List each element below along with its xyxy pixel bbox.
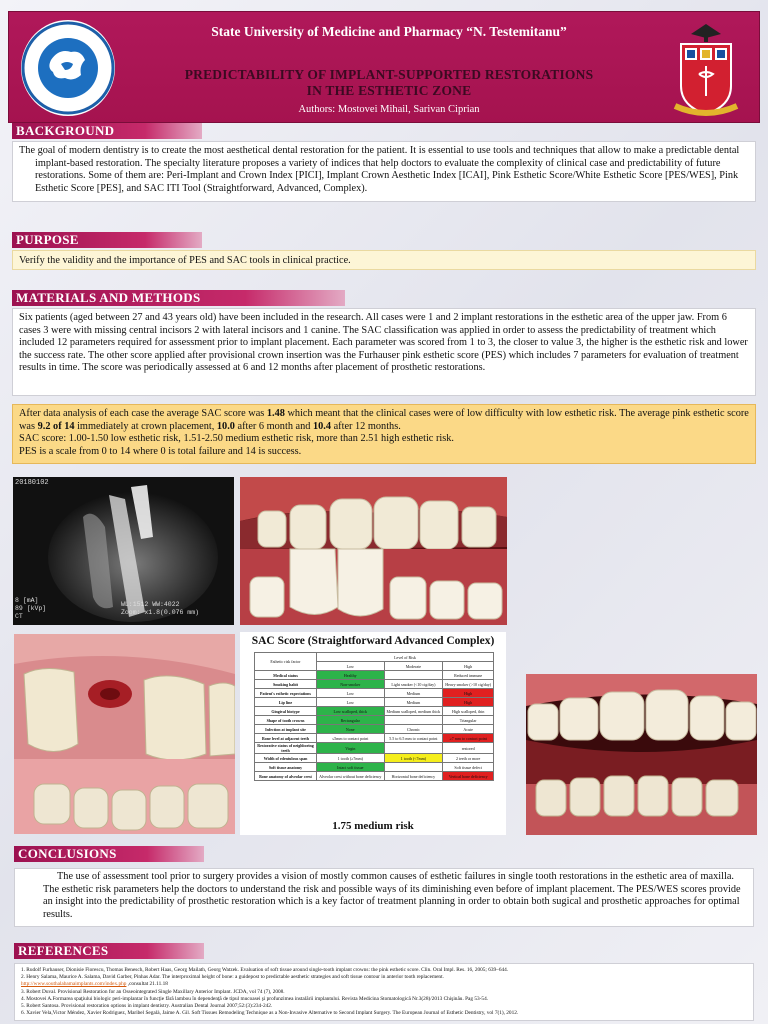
sac-col-low: Low bbox=[317, 662, 385, 671]
sac-mod-cell: Horizontal bone deficiency bbox=[384, 772, 443, 781]
missing-tooth-photo bbox=[14, 634, 235, 834]
sac-table-row bbox=[255, 725, 494, 734]
references-heading: REFERENCES bbox=[14, 943, 204, 959]
sac-mod-cell bbox=[384, 671, 443, 680]
conclusions-text: The use of assessment tool prior to surgery provides a vision of mostly common causes of esthetic failures in single tooth restorations in the esthetic area of maxilla. The esthetic risk parameters help the doctors to understand the risk and possible ways of its diminishing even before of implant placement. The PES/WES scores provide an insight into the predictability of prosthetic restoration which is a key factor of treatment planning in order to obtain both sugical and prosthetic approaches for optimal results. bbox=[14, 868, 754, 927]
sac-high-cell: Reduced immune bbox=[443, 671, 494, 680]
sac-high-cell: 2 teeth or more bbox=[443, 754, 494, 763]
reference-link-line: http://www.southalabamaimplants.com/index.php ,consultat 21.11.18 bbox=[21, 981, 168, 988]
reference-item: 6. Xavier Vela,Victor Méndez, Xavier Rodriguez, Maribel Segalà, Jaime A. Gil. Soft Tissues Remodeling Technique as a Non-Invasive Alternative to Second Implant Surgery. The European Journal of Esthetic Dentistry, vol 7(1), 2012. bbox=[21, 1010, 519, 1017]
sac-table-row bbox=[255, 734, 494, 743]
authors: Authors: Mostovei Mihail, Sarivan Ciprian bbox=[298, 104, 480, 115]
reference-item: 1. Rudolf Furhauser, Dionisie Florescu, Thomas Benesch, Robert Haas, Georg Mailath, Georg Watzek. Evaluation of soft tissue around single-tooth implant crowns: the pink esthetic score. Clin. Oral Impl. Res. 16, 2005; 639–644. bbox=[21, 967, 509, 973]
sac-mod-cell bbox=[384, 763, 443, 772]
sac-table-row bbox=[255, 743, 494, 754]
sac-low-cell: ≤5mm to contact point bbox=[317, 734, 385, 743]
avg-pes-12m: 10.4 bbox=[312, 420, 332, 432]
sac-mod-cell: Medium scalloped, medium thick bbox=[384, 707, 443, 716]
methods-text: Six patients (aged between 27 and 43 years old) have been included in the research. All cases were 1 and 2 implant restorations in the esthetic area of the upper jaw. From 6 cases 3 were with missing central incisors 2 with lateral incisors and 1 canine. The SAC classification was applied in order to assess the predictability of treatment which included 12 parameters required for assessment prior to implant placement. Each parameter was scored from 1 to 3, the closer to value 3, the higher is the esthetic risk and lower the success rate. The other score applied after provisional crown insertion was the Furhauser pink esthetic score (PES) which includes 7 parameters for evaluation of treatment results in time. The score was periodically assessed at 6 and 12 months after placement of prosthetic restorations. bbox=[12, 308, 756, 396]
sac-table-row bbox=[255, 698, 494, 707]
sac-table-row bbox=[255, 680, 494, 689]
background-text: The goal of modern dentistry is to create the most aesthetical dental restoration for the patient. It is essential to use tools and techniques that allow to make a predictable dental implant-based restoration. The specialty literature proposes a variety of indices that help doctors to evaluate the complexity of clinical case and predictability of future restorations. Some of them are: Peri-Implant and Crown Index [PICI], Implant Crown Aesthetic Index [ICAI], Pink Esthetic Score/White Esthetic Score [PES/WES], Pink Esthetic Score [PES], and SAC ITI Tool (Straightforward, Advanced, Complex). bbox=[12, 141, 756, 202]
epa-logo bbox=[21, 20, 115, 116]
purpose-heading: PURPOSE bbox=[12, 232, 202, 248]
conclusions-heading: CONCLUSIONS bbox=[14, 846, 204, 862]
sac-high-cell: Heavy smoker (>10 cig/day) bbox=[443, 680, 494, 689]
sac-table bbox=[254, 652, 494, 781]
sac-factor-cell: Shape of tooth crowns bbox=[255, 716, 317, 725]
reference-item: 4. Mostovei A.Formarea spaţiului biologic peri-implantar în funcţie fără lambou în dependenţă de tipul mucoasei şi profunzimea instalării implantului. Revista Medicina Stomatologică Nr.3(28)/2013 Chişinău. Pag 53-54. bbox=[21, 995, 489, 1002]
sac-factor-cell: Gingival biotype bbox=[255, 707, 317, 716]
sac-factor-cell: Soft tissue anatomy bbox=[255, 763, 317, 772]
sac-col-factor: Esthetic risk factor bbox=[255, 653, 317, 671]
sac-low-cell: Virgin bbox=[317, 743, 385, 754]
sac-high-cell: Triangular bbox=[443, 716, 494, 725]
xray-params: 8 [mA] 89 [kVp] CT bbox=[15, 597, 47, 620]
sac-high-cell: Acute bbox=[443, 725, 494, 734]
sac-low-cell: Low bbox=[317, 689, 385, 698]
sac-high-cell: High scalloped, thin bbox=[443, 707, 494, 716]
sac-high-cell: Vertical bone deficiency bbox=[443, 772, 494, 781]
sac-high-cell: ≥7 mm to contact point bbox=[443, 734, 494, 743]
final-restoration-photo bbox=[526, 674, 757, 835]
sac-mod-cell: 1 tooth (<7mm) bbox=[384, 754, 443, 763]
sac-mod-cell bbox=[384, 743, 443, 754]
sac-table-row bbox=[255, 772, 494, 781]
sac-col-moderate: Moderate bbox=[384, 662, 443, 671]
sac-table-row bbox=[255, 689, 494, 698]
reference-item: 3. Robert Duval. Provisional Restoration for an Osseointegrated Single Maxillary Anterior Implant. JCDA, vol 74 (7), 2008. bbox=[21, 988, 285, 995]
sac-factor-cell: Restorative status of neighboring teeth bbox=[255, 743, 317, 754]
provisional-crowns-photo bbox=[240, 477, 507, 625]
sac-low-cell: None bbox=[317, 725, 385, 734]
reference-item: 5. Robert Santosa. Provisional restoration options in implant dentistry. Australian Dental Journal 2007;52:(3):234-242. bbox=[21, 1003, 273, 1010]
sac-low-cell: 1 tooth (≥7mm) bbox=[317, 754, 385, 763]
sac-table-row bbox=[255, 763, 494, 772]
university-crest bbox=[671, 16, 741, 120]
sac-factor-cell: Width of edentulous span bbox=[255, 754, 317, 763]
sac-factor-cell: Bone anatomy of alveolar crest bbox=[255, 772, 317, 781]
sac-low-cell: Non-smoker bbox=[317, 680, 385, 689]
results-paragraph-2: SAC score: 1.00-1.50 low esthetic risk, 1.51-2.50 medium esthetic risk, more than 2.51 high esthetic risk. bbox=[19, 433, 454, 445]
sac-mod-cell: Chronic bbox=[384, 725, 443, 734]
avg-pes-initial: 9.2 of 14 bbox=[37, 420, 75, 432]
avg-pes-6m: 10.0 bbox=[216, 420, 235, 432]
title-line-1: PREDICTABILITY OF IMPLANT-SUPPORTED RESTORATIONS bbox=[184, 67, 594, 82]
reference-item: 2. Henry Salama, Maurice A. Salama, David Garber, Pinhas Adar. The interproximal height of bone: a guidepost to predictable aesthetic strategies and soft tissue contour in anterior tooth replacement. bbox=[21, 974, 444, 981]
purpose-text: Verify the validity and the importance of PES and SAC tools in clinical practice. bbox=[12, 250, 756, 270]
sac-table-row bbox=[255, 754, 494, 763]
reference-link[interactable]: http://www.southalabamaimplants.com/index.php bbox=[21, 981, 127, 988]
sac-low-cell: Healthy bbox=[317, 671, 385, 680]
sac-low-cell: Rectangular bbox=[317, 716, 385, 725]
university-name: State University of Medicine and Pharmacy “N. Testemitanu” bbox=[211, 24, 567, 39]
sac-score-table-panel bbox=[240, 632, 506, 835]
sac-low-cell: Low bbox=[317, 698, 385, 707]
methods-heading: MATERIALS AND METHODS bbox=[12, 290, 345, 306]
sac-high-cell: restored bbox=[443, 743, 494, 754]
sac-high-cell: High bbox=[443, 689, 494, 698]
avg-sac-score: 1.48 bbox=[266, 408, 285, 419]
sac-low-cell: Low scalloped, thick bbox=[317, 707, 385, 716]
sac-result: 1.75 medium risk bbox=[332, 820, 414, 832]
results-paragraph-1: After data analysis of each case the average SAC score was 1.48 which meant that the clinical cases were of low difficulty with low esthetic risk. The average pink esthetic score was 9.2 of 14 immediately at crown placement, 10.0 after 6 month and 10.4 after 12 months. bbox=[19, 408, 749, 432]
references-list bbox=[14, 963, 754, 1021]
sac-mod-cell: 5.5 to 6.5 mm to contact point bbox=[384, 734, 443, 743]
sac-col-high: High bbox=[443, 662, 494, 671]
results-box bbox=[12, 404, 756, 464]
sac-mod-cell: Medium bbox=[384, 689, 443, 698]
sac-mod-cell: Light smoker (<10 cig/day) bbox=[384, 680, 443, 689]
xray-image bbox=[13, 477, 234, 625]
sac-col-level: Level of Risk bbox=[317, 653, 494, 662]
sac-factor-cell: Infection at implant site bbox=[255, 725, 317, 734]
poster-title bbox=[129, 67, 649, 99]
sac-mod-cell bbox=[384, 716, 443, 725]
xray-date: 20180102 bbox=[15, 479, 49, 487]
sac-low-cell: Intact soft tissue bbox=[317, 763, 385, 772]
sac-title: SAC Score (Straightforward Advanced Complex) bbox=[251, 635, 495, 647]
sac-high-cell: Soft tissue defect bbox=[443, 763, 494, 772]
sac-factor-cell: Patient's esthetic expectations bbox=[255, 689, 317, 698]
sac-factor-cell: Medical status bbox=[255, 671, 317, 680]
sac-mod-cell: Medium bbox=[384, 698, 443, 707]
sac-table-row bbox=[255, 716, 494, 725]
background-heading: BACKGROUND bbox=[12, 123, 202, 139]
sac-factor-cell: Bone level at adjacent teeth bbox=[255, 734, 317, 743]
sac-high-cell: High bbox=[443, 698, 494, 707]
poster-header bbox=[8, 11, 760, 123]
sac-low-cell: Alveolar crest without bone deficiency bbox=[317, 772, 385, 781]
sac-table-row bbox=[255, 707, 494, 716]
sac-table-row bbox=[255, 671, 494, 680]
sac-factor-cell: Smoking habit bbox=[255, 680, 317, 689]
results-paragraph-3: PES is a scale from 0 to 14 where 0 is total failure and 14 is success. bbox=[19, 445, 302, 457]
sac-factor-cell: Lip line bbox=[255, 698, 317, 707]
xray-window: WL:1512 WW:4022 Zoom: x1.8(0.076 mm) bbox=[121, 601, 200, 616]
title-line-2: IN THE ESTHETIC ZONE bbox=[306, 83, 472, 98]
